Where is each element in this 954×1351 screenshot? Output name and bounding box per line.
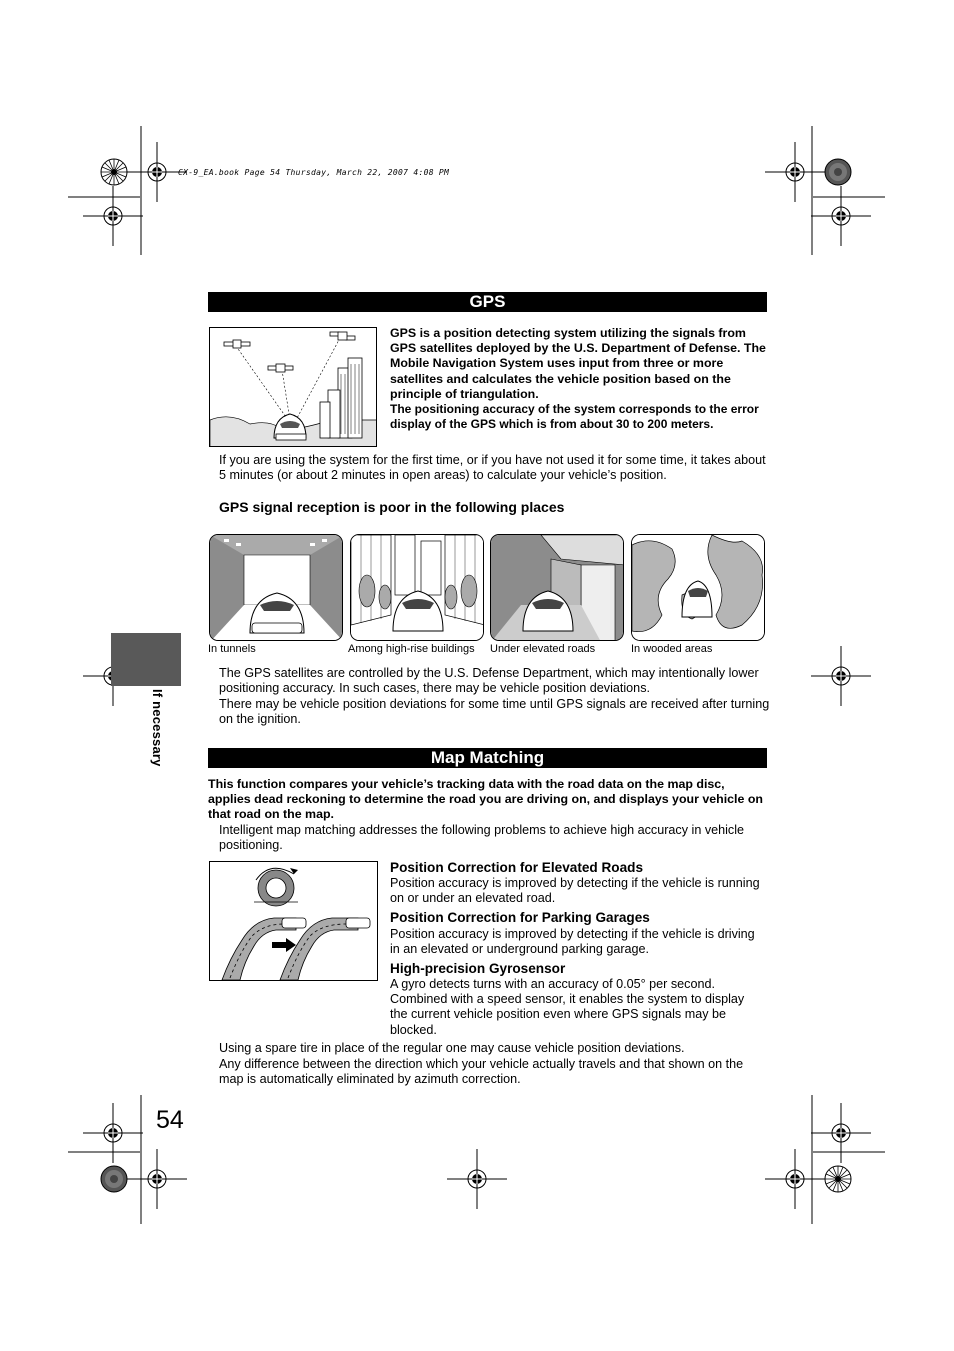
feature-text-parking-garages: Position accuracy is improved by detecting if the vehicle is driving in an elevated or underground parking garage. [390, 927, 755, 957]
caption-high-rise: Among high-rise buildings [348, 643, 475, 655]
high-rise-illustration [350, 534, 484, 641]
gps-section-title: GPS [208, 292, 767, 312]
side-tab [111, 633, 181, 686]
wooded-area-illustration [631, 534, 765, 641]
feature-heading-gyrosensor: High-precision Gyrosensor [390, 961, 566, 976]
map-matching-intro-note: Intelligent map matching addresses the following problems to achieve high accuracy in vehicle positioning. [219, 823, 745, 853]
map-matching-section-title: Map Matching [208, 748, 767, 768]
feature-text-gyrosensor: A gyro detects turns with an accuracy of 0.05° per second. Combined with a speed sensor, it enables the system to display the current vehicle position even where GPS signals may be blocked. [390, 977, 745, 1037]
poor-reception-heading: GPS signal reception is poor in the following places [219, 499, 565, 515]
feature-heading-parking-garages: Position Correction for Parking Garages [390, 910, 650, 925]
gps-ignition-note: There may be vehicle position deviations for some time until GPS signals are received after turning on the ignition. [219, 697, 770, 727]
caption-wooded-areas: In wooded areas [631, 643, 713, 655]
caption-tunnels: In tunnels [208, 643, 256, 655]
gps-satellite-illustration [209, 327, 377, 447]
feature-text-elevated-roads: Position accuracy is improved by detecting if the vehicle is running on or under an elevated road. [390, 876, 760, 906]
feature-heading-elevated-roads: Position Correction for Elevated Roads [390, 860, 644, 875]
side-tab-label: If necessary [150, 689, 165, 767]
page-number: 54 [156, 1106, 184, 1134]
gps-first-use-note: If you are using the system for the first time, or if you have not used it for some time, it takes about 5 minutes (or about 2 minutes in open areas) to calculate your vehicle’s position. [219, 453, 766, 483]
spare-tire-note: Using a spare tire in place of the regular one may cause vehicle position deviations. [219, 1041, 685, 1055]
tunnel-illustration [209, 534, 343, 641]
map-matching-intro: This function compares your vehicle’s tracking data with the road data on the map disc, applies dead reckoning to determine the road you are driving on, and displays your vehicle on that road on the map. [208, 777, 763, 822]
elevated-road-illustration [490, 534, 624, 641]
print-header: CX-9_EA.book Page 54 Thursday, March 22, 2007 4:08 PM [178, 168, 450, 177]
azimuth-correction-note: Any difference between the direction which your vehicle actually travels and that shown on the map is automatically eliminated by azimuth correction. [219, 1057, 744, 1087]
gps-accuracy-paragraph: The positioning accuracy of the system corresponds to the error display of the GPS which is from about 30 to 200 meters. [390, 402, 759, 432]
caption-elevated-roads: Under elevated roads [490, 643, 596, 655]
gps-control-note: The GPS satellites are controlled by the U.S. Defense Department, which may intentionally lower positioning accuracy. In such cases, there may be vehicle position deviations. [219, 666, 759, 696]
map-matching-illustration [209, 861, 378, 981]
gps-intro-paragraph: GPS is a position detecting system utilizing the signals from GPS satellites deployed by the U.S. Department of Defense. The Mobile Navigation System uses input from three or more satellites and calculates the vehicle position based on the principle of triangulation. [390, 326, 766, 401]
